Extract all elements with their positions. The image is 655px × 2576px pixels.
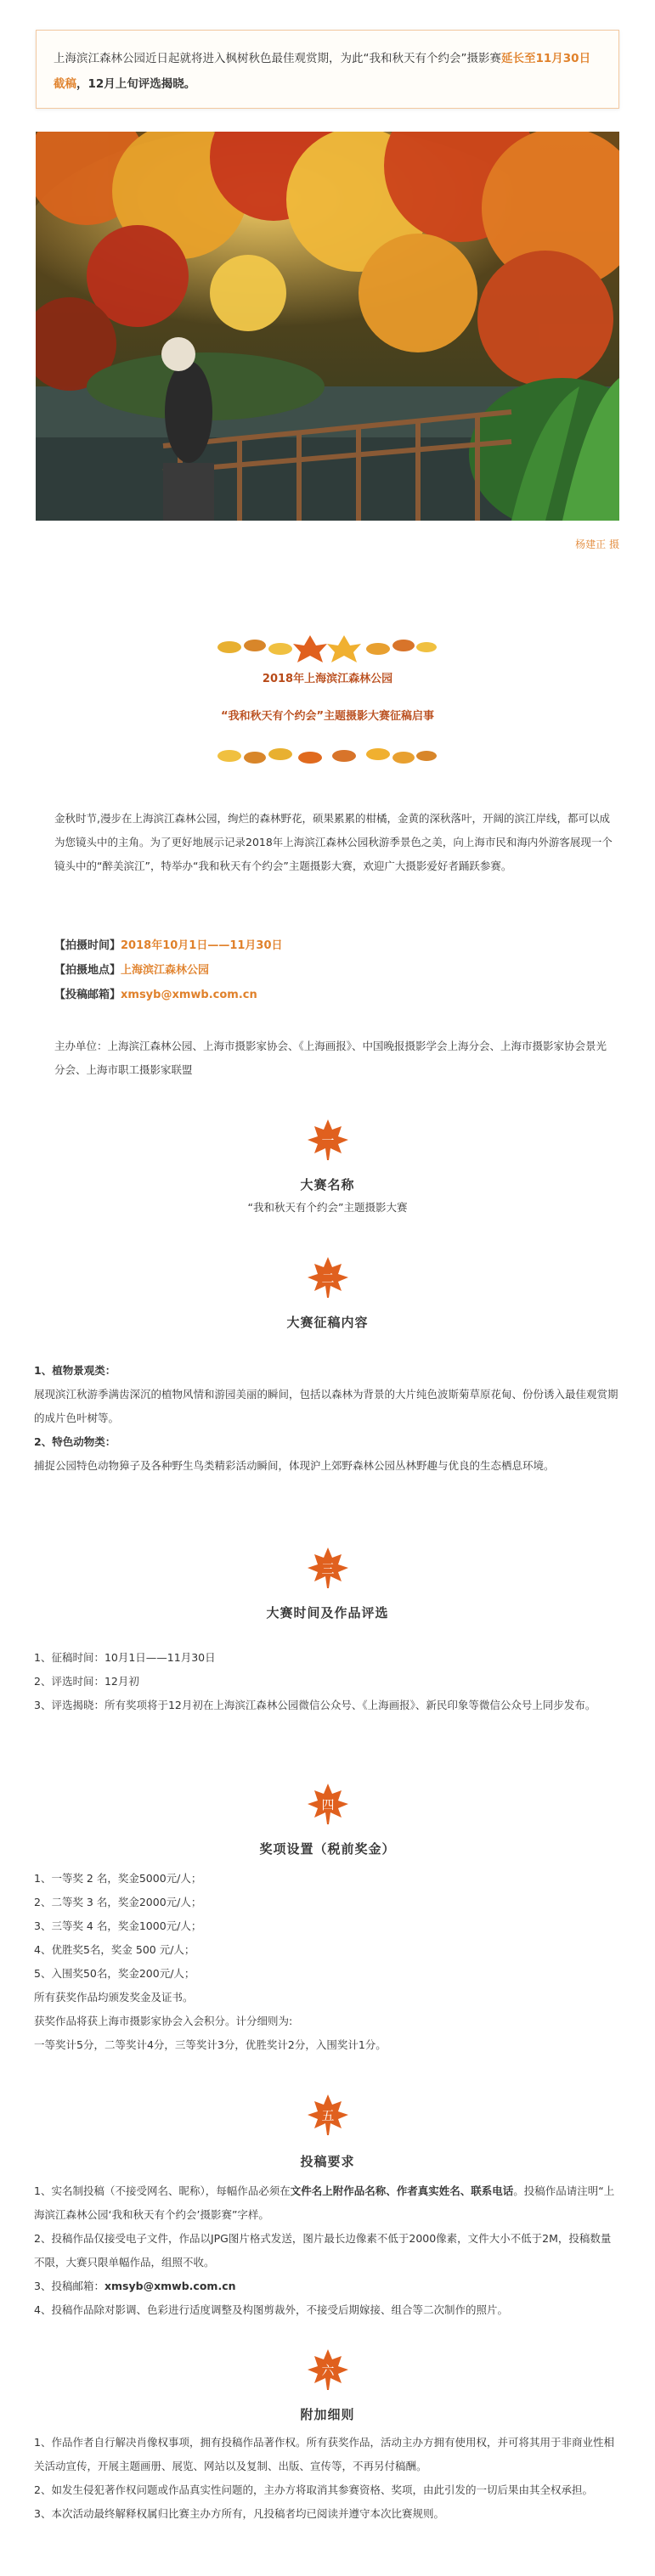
item-text: 展现滨江秋游季满齿深沉的植物风情和游园美丽的瞬间，包括以森林为背景的大片纯色波斯菊草原花甸、份份诱入最佳观赏期的成片色叶树等。 [34, 1388, 618, 1424]
req-text: 3、投稿邮箱： [34, 2280, 104, 2292]
requirement-3 [34, 2274, 620, 2298]
line-item: 2、评选时间：12月初 [34, 1675, 139, 1688]
line-item: 所有获奖作品均颁发奖金及证书。 [34, 1991, 194, 2004]
section-title: 大赛征稿内容 [286, 1315, 369, 1330]
maple-leaf-icon [306, 1255, 350, 1299]
notice-text: 上海滨江森林公园近日起就将进入枫树秋色最佳观赏期，为此“我和秋天有个约会”摄影赛 [54, 52, 501, 65]
notice-highlight: 延长至11月30日截稿 [54, 52, 591, 91]
line-item: 2、如发生侵犯著作权问题或作品真实性问题的，主办方将取消其参赛资格、奖项，由此引发的一切后果由其全权承担。 [34, 2483, 593, 2496]
line-item: 一等奖计5分，二等奖计4分，三等奖计3分，优胜奖计2分，入围奖计1分。 [34, 2038, 387, 2051]
maple-leaf-icon [306, 1118, 350, 1162]
req-text: 。投稿作品请注明“上海滨江森林公园‘我和秋天有个约会’摄影赛”字样。 [34, 2184, 615, 2221]
leaf-decoration-bottom [0, 739, 655, 773]
section-title: 大赛名称 [300, 1177, 355, 1192]
maple-leaf-icon [306, 2093, 350, 2137]
section-content [34, 1867, 620, 2057]
organizers: 主办单位：上海滨江森林公园、上海市摄影家协会、《上海画报》、中国晚报摄影学会上海分会、上海市摄影家协会景光分会、上海市职工摄影家联盟 [54, 1040, 607, 1076]
item-head: 1、植物景观类： [34, 1364, 116, 1377]
section-title: 奖项设置（税前奖金） [259, 1841, 396, 1857]
section-subtitle: “我和秋天有个约会”主题摄影大赛 [247, 1201, 408, 1214]
info-value: xmsyb@xmwb.com.cn [121, 989, 257, 1001]
info-value: 2018年10月1日——11月30日 [121, 939, 283, 952]
section-title: 投稿要求 [300, 2154, 355, 2169]
requirement-1 [34, 2179, 620, 2227]
info-shoot-time [54, 936, 283, 952]
line-item: 3、三等奖 4 名，奖金1000元/人； [34, 1919, 202, 1932]
info-value: 上海滨江森林公园 [121, 964, 210, 977]
line-item: 获奖作品将获上海市摄影家协会入会积分。计分细则为: [34, 2015, 293, 2027]
info-label: 【拍摄地点】 [54, 964, 121, 977]
notice-box [36, 30, 619, 109]
req-email: xmsyb@xmwb.com.cn [104, 2280, 236, 2292]
line-item: 4、优胜奖5名，奖金 500 元/人； [34, 1943, 195, 1956]
info-label: 【拍摄时间】 [54, 939, 121, 952]
section-title: 附加细则 [300, 2407, 355, 2422]
section-number: 五 [321, 2108, 335, 2123]
photo-credit: 杨建正 摄 [575, 538, 619, 550]
notice-tail: ，12月上旬评选揭晓。 [76, 77, 196, 91]
line-item: 3、评选揭晓：所有奖项将于12月初在上海滨江森林公园微信公众号、《上海画报》、新民印象等微信公众号上同步发布。 [34, 1699, 596, 1711]
section-content [34, 2179, 620, 2322]
section-number: 四 [321, 1797, 335, 1812]
req-bold: 文件名上附作品名称、作者真实姓名、联系电话 [290, 2184, 514, 2197]
event-title: “我和秋天有个约会”主题摄影大赛征稿启事 [220, 710, 435, 723]
line-item: 1、征稿时间：10月1日——11月30日 [34, 1651, 216, 1664]
section-title: 大赛时间及作品评选 [266, 1605, 389, 1621]
line-item: 1、作品作者自行解决肖像权事项，拥有投稿作品著作权。所有获奖作品，活动主办方拥有使用权，并可将其用于非商业性相关活动宣传，开展主题画册、展览、网站以及复制、出版、宣传等，不再另付稿酬。 [34, 2436, 614, 2472]
section-number: 二 [321, 1271, 335, 1286]
section-number: 三 [321, 1561, 335, 1576]
requirement-2: 2、投稿作品仅接受电子文件，作品以JPG图片格式发送，图片最长边像素不低于2000像素，文件大小不低于2M，投稿数量不限，大赛只限单幅作品，组照不收。 [34, 2232, 612, 2269]
section-content [34, 1646, 620, 1717]
section-content [34, 1359, 620, 1478]
info-shoot-location [54, 961, 209, 977]
line-item: 2、二等奖 3 名，奖金2000元/人； [34, 1896, 202, 1908]
line-item: 3、本次活动最终解释权属归比赛主办方所有，凡投稿者均已阅读并遵守本次比赛规则。 [34, 2507, 444, 2520]
line-item: 1、一等奖 2 名，奖金5000元/人； [34, 1872, 202, 1885]
req-text: 1、实名制投稿（不接受网名、昵称），每幅作品必须在 [34, 2184, 291, 2197]
maple-leaf-icon [306, 1782, 350, 1826]
maple-leaf-icon [306, 2348, 350, 2392]
leaf-decoration-top [0, 630, 655, 664]
info-label: 【投稿邮箱】 [54, 989, 121, 1001]
line-item: 5、入围奖50名，奖金200元/人； [34, 1967, 195, 1980]
event-org: 2018年上海滨江森林公园 [262, 673, 393, 685]
section-content [34, 2431, 620, 2526]
autumn-photo [36, 132, 619, 521]
item-text: 捕捉公园特色动物獐子及各种野生鸟类精彩活动瞬间，体现沪上郊野森林公园丛林野趣与优良的生态栖息环境。 [34, 1459, 555, 1472]
intro-paragraph: 金秋时节,漫步在上海滨江森林公园，绚烂的森林野花，硕果累累的柑橘，金黄的深秋落叶，开阔的滨江岸线，都可以成为您镜头中的主角。为了更好地展示记录2018年上海滨江森林公园秋游季景色之美，向上海市民和海内外游客展现一个镜头中的“醉美滨江”，特举办“我和秋天有个约会”主题摄影大赛，欢迎广大摄影爱好者踊跃参赛。 [54, 812, 613, 872]
section-number: 一 [321, 1133, 335, 1148]
item-head: 2、特色动物类： [34, 1435, 116, 1448]
section-number: 六 [321, 2363, 335, 2378]
maple-leaf-icon [306, 1546, 350, 1590]
info-submit-email [54, 985, 257, 1001]
requirement-4: 4、投稿作品除对影调、色彩进行适度调整及构图剪裁外，不接受后期嫁接、组合等二次制作的照片。 [34, 2303, 508, 2316]
